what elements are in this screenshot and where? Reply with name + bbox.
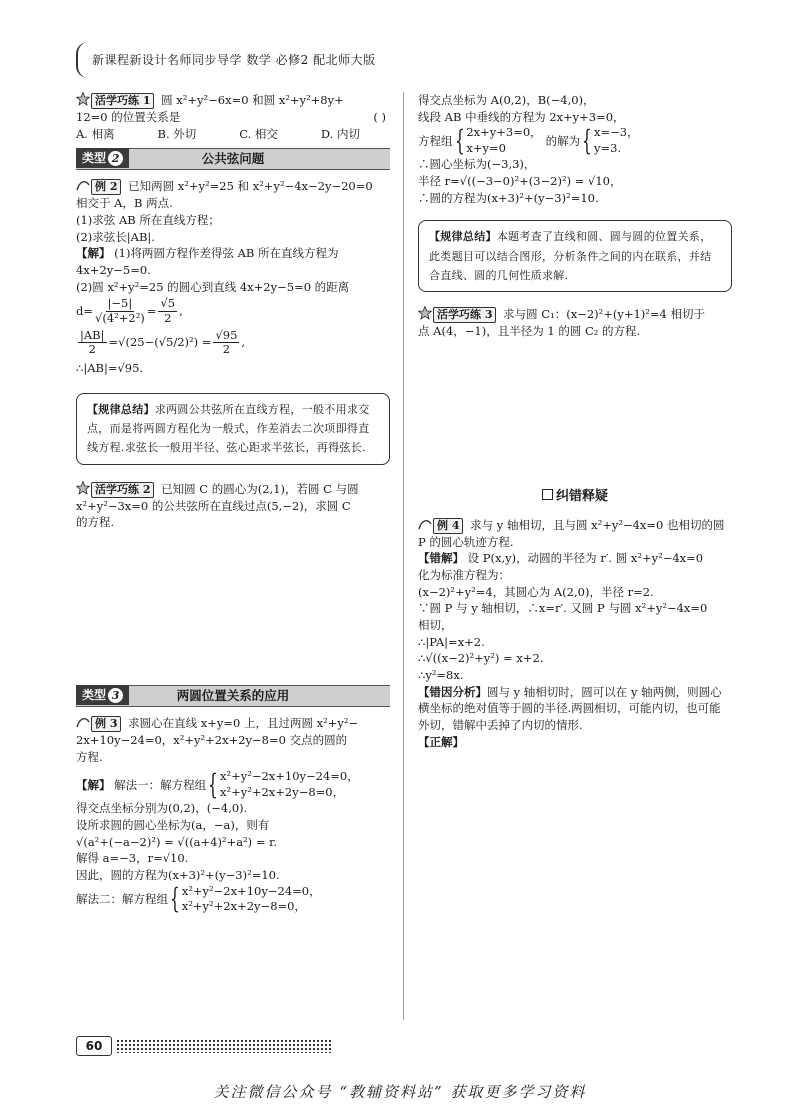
distance-formula: d= $\frac{|-5|}{\text{√(4²+2²)}}$ = $\frac{√5}{2}$ , [76, 296, 183, 325]
example-2-tag: 例 2 [76, 178, 124, 195]
system-solution: 方程组 { 2x+y+3=0， x+y=0 的解为 { x=−3， y=3. [418, 123, 639, 157]
practice-1-options [76, 126, 390, 143]
column-divider [403, 92, 404, 1020]
practice-3-tag: 活学巧练 3 [418, 306, 499, 323]
dotted-bar [116, 1039, 332, 1053]
type-2-bar [76, 148, 390, 170]
example-2: 例 2 已知两圆 x²+y²=25 和 x²+y²−4x−2y−20=0 [76, 178, 390, 195]
header-title: 新课程新设计名师同步导学 数学 必修2 配北师大版 [92, 53, 376, 67]
section-title: 纠错释疑 [418, 488, 732, 507]
practice-1: 活学巧练 1 圆 x²+y²−6x=0 和圆 x²+y²+8y+ [76, 92, 390, 109]
solution-3-system-1: 【解】 解法一：解方程组 { x²+y²−2x+10y−24=0， x²+y²+2x+2y−8=0， [76, 767, 359, 801]
practice-2-tag: 活学巧练 2 [76, 481, 157, 498]
right-column: 得交点坐标为 A(0,2)，B(−4,0)， 线段 AB 中垂线的方程为 2x+y+3=0， 方程组 { 2x+y+3=0， x+y=0 的解为 { x=−3， y=3. ∴圆心坐标为(−3,3)， 半径 r=√((−3−0)²+(3−2)²) = √10， ∴圆的方程为(x+3)²+(y−3)²=10. 【规律总结】本题考查了直线和圆、圆与圆的位置关系，此类题目可以结合图形，分析条件之间的内在联系，并结合直线、圆的几何性质求解. 活学巧练 3 求与圆 C₁：(x−2)²+(y+1)²=4 相切于 点 A(4，−1)，且半径为 1 的圆 C₂ 的方程. 纠错释疑 例 4 求与 y 轴相切，且与圆 x²+y²−4x=0 也相切的圆 P 的圆心轨迹方程. 【错解】 设 P(x,y)，动圆的半径为 r′. 圆 x²+y²−4x=0 化为标准方程为： (x−2)²+y²=4，其圆心为 A(2,0)，半径 r=2. ∵圆 P 与 y 轴相切，∴x=r′. 又圆 P 与圆 x²+y²−4x=0 相切， ∴|PA|=x+2. ∴√((x−2)²+y²) = x+2. ∴y²=8x. 【错因分析】圆与 y 轴相切时，圆可以在 y 轴两侧，则圆心横坐标的绝对值等于圆的半径.两圆相切，可能内切，也可能外切，错解中丢掉了内切的情形. 【正解】 [418, 92, 732, 750]
solution-2: 【解】 (1)将两圆方程作差得弦 AB 所在直线方程为 [76, 246, 339, 261]
type-3-title: 两圆位置关系的应用 [176, 688, 290, 704]
example-4: 例 4 求与 y 轴相切，且与圆 x²+y²−4x=0 也相切的圆 [418, 517, 732, 534]
header-bracket [76, 42, 92, 78]
option-a: A. 相离 [76, 126, 115, 141]
flourish-icon [76, 715, 90, 729]
page-footer [76, 1036, 476, 1056]
flourish-icon [418, 517, 432, 531]
option-b: B. 外切 [157, 126, 197, 141]
square-icon [542, 489, 553, 500]
error-analysis: 【错因分析】圆与 y 轴相切时，圆可以在 y 轴两侧，则圆心横坐标的绝对值等于圆的半径.两圆相切，可能内切，也可能外切，错解中丢掉了内切的情形. [418, 684, 722, 733]
example-3: 例 3 求圆心在直线 x+y=0 上，且过两圆 x²+y²− [76, 715, 390, 732]
option-c: C. 相交 [239, 126, 278, 141]
chord-formula: $\frac{|AB|}{2}$ =√(25−(√5/2)²) = $\frac{√95}{2}$ , [80, 327, 246, 357]
practice-1-tag: 活学巧练 1 [76, 92, 157, 109]
example-3-tag: 例 3 [76, 715, 124, 732]
correct-solution: 【正解】 [418, 734, 464, 749]
example-4-tag: 例 4 [418, 517, 466, 534]
star-icon [76, 92, 90, 106]
page-header [76, 40, 406, 80]
page-number: 60 [76, 1036, 112, 1056]
type-3-bar [76, 685, 390, 707]
left-column: 活学巧练 1 圆 x²+y²−6x=0 和圆 x²+y²+8y+ 12=0 的位置关系是 ( ) A. 相离 B. 外切 C. 相交 D. 内切 公共弦问题 类型 2 例 2 已知两圆 x²+y²=25 和 x²+y²−4x−2y−20=0 相交于 A，B 两点. (1)求弦 AB 所在直线方程； (2)求弦长|AB|. 【解】 (1)将两圆方程作差得弦 AB 所在直线方程为 4x+2y−5=0. (2)圆 x²+y²=25 的圆心到直线 4x+2y−5=0 的距离 d= $\frac{|-5|}{\text{√(4²+2²)}}$ = $\frac{√5}{2}$ , $\frac{|AB|}{2}$ =√(25−(√5/2)²) = $\frac{√95}{2}$ , ∴|AB|=√95. 【规律总结】求两圆公共弦所在直线方程，一般不用求交点，而是将两圆方程化为一般式，作差消去二次项即得直线方程.求弦长一般用半径、弦心距求半弦长，再得弦长. 活学巧练 2 已知圆 C 的圆心为(2,1)，若圆 C 与圆 x²+y²−3x=0 的公共弦所在直线过点(5,−2)，求圆 C 的方程. 两圆位置关系的应用 类型 3 例 3 求圆心在直线 x+y=0 上，且过两圆 x²+y²− 2x+10y−24=0，x²+y²+2x+2y−8=0 交点的圆的 方程. 【解】 解法一：解方程组 { x²+y²−2x+10y−24=0， x²+y²+2x+2y−8=0， 得交点坐标分别为(0,2)，(−4,0). 设所求圆的圆心坐标为(a，−a)，则有 √(a²+(−a−2)²) = √((a+4)²+a²) = r. 解得 a=−3，r=√10. 因此，圆的方程为(x+3)²+(y−3)²=10. 解法二：解方程组 { x²+y²−2x+10y−24=0， x²+y²+2x+2y−8=0， [76, 92, 390, 915]
rule-summary-1: 【规律总结】求两圆公共弦所在直线方程，一般不用求交点，而是将两圆方程化为一般式，作差消去二次项即得直线方程.求弦长一般用半径、弦心距求半弦长，再得弦长. [76, 393, 390, 465]
option-d: D. 内切 [320, 126, 360, 141]
type-2-tag: 类型 2 [76, 148, 129, 168]
bottom-note: 关注微信公众号 “教辅资料站” 获取更多学习资料 [213, 1083, 587, 1101]
blank-answer-space [76, 531, 390, 679]
type-3-tag: 类型 3 [76, 685, 129, 705]
rule-summary-2: 【规律总结】本题考查了直线和圆、圆与圆的位置关系，此类题目可以结合图形，分析条件之间的内在联系，并结合直线、圆的几何性质求解. [418, 220, 732, 292]
flourish-icon [76, 178, 90, 192]
solution-3-system-2: 解法二：解方程组 { x²+y²−2x+10y−24=0， x²+y²+2x+2y−8=0， [76, 882, 321, 916]
practice-2: 活学巧练 2 已知圆 C 的圆心为(2,1)，若圆 C 与圆 [76, 481, 390, 498]
practice-1-line2: 12=0 的位置关系是 ( ) [76, 110, 386, 124]
star-icon [418, 306, 432, 320]
practice-3: 活学巧练 3 求与圆 C₁：(x−2)²+(y+1)²=4 相切于 [418, 306, 732, 323]
type-2-title: 公共弦问题 [201, 151, 265, 167]
star-icon [76, 481, 90, 495]
blank-answer-space [418, 340, 732, 482]
wrong-solution: 【错解】 设 P(x,y)，动圆的半径为 r′. 圆 x²+y²−4x=0 [418, 551, 704, 566]
answer-bracket: ( ) [373, 110, 386, 124]
